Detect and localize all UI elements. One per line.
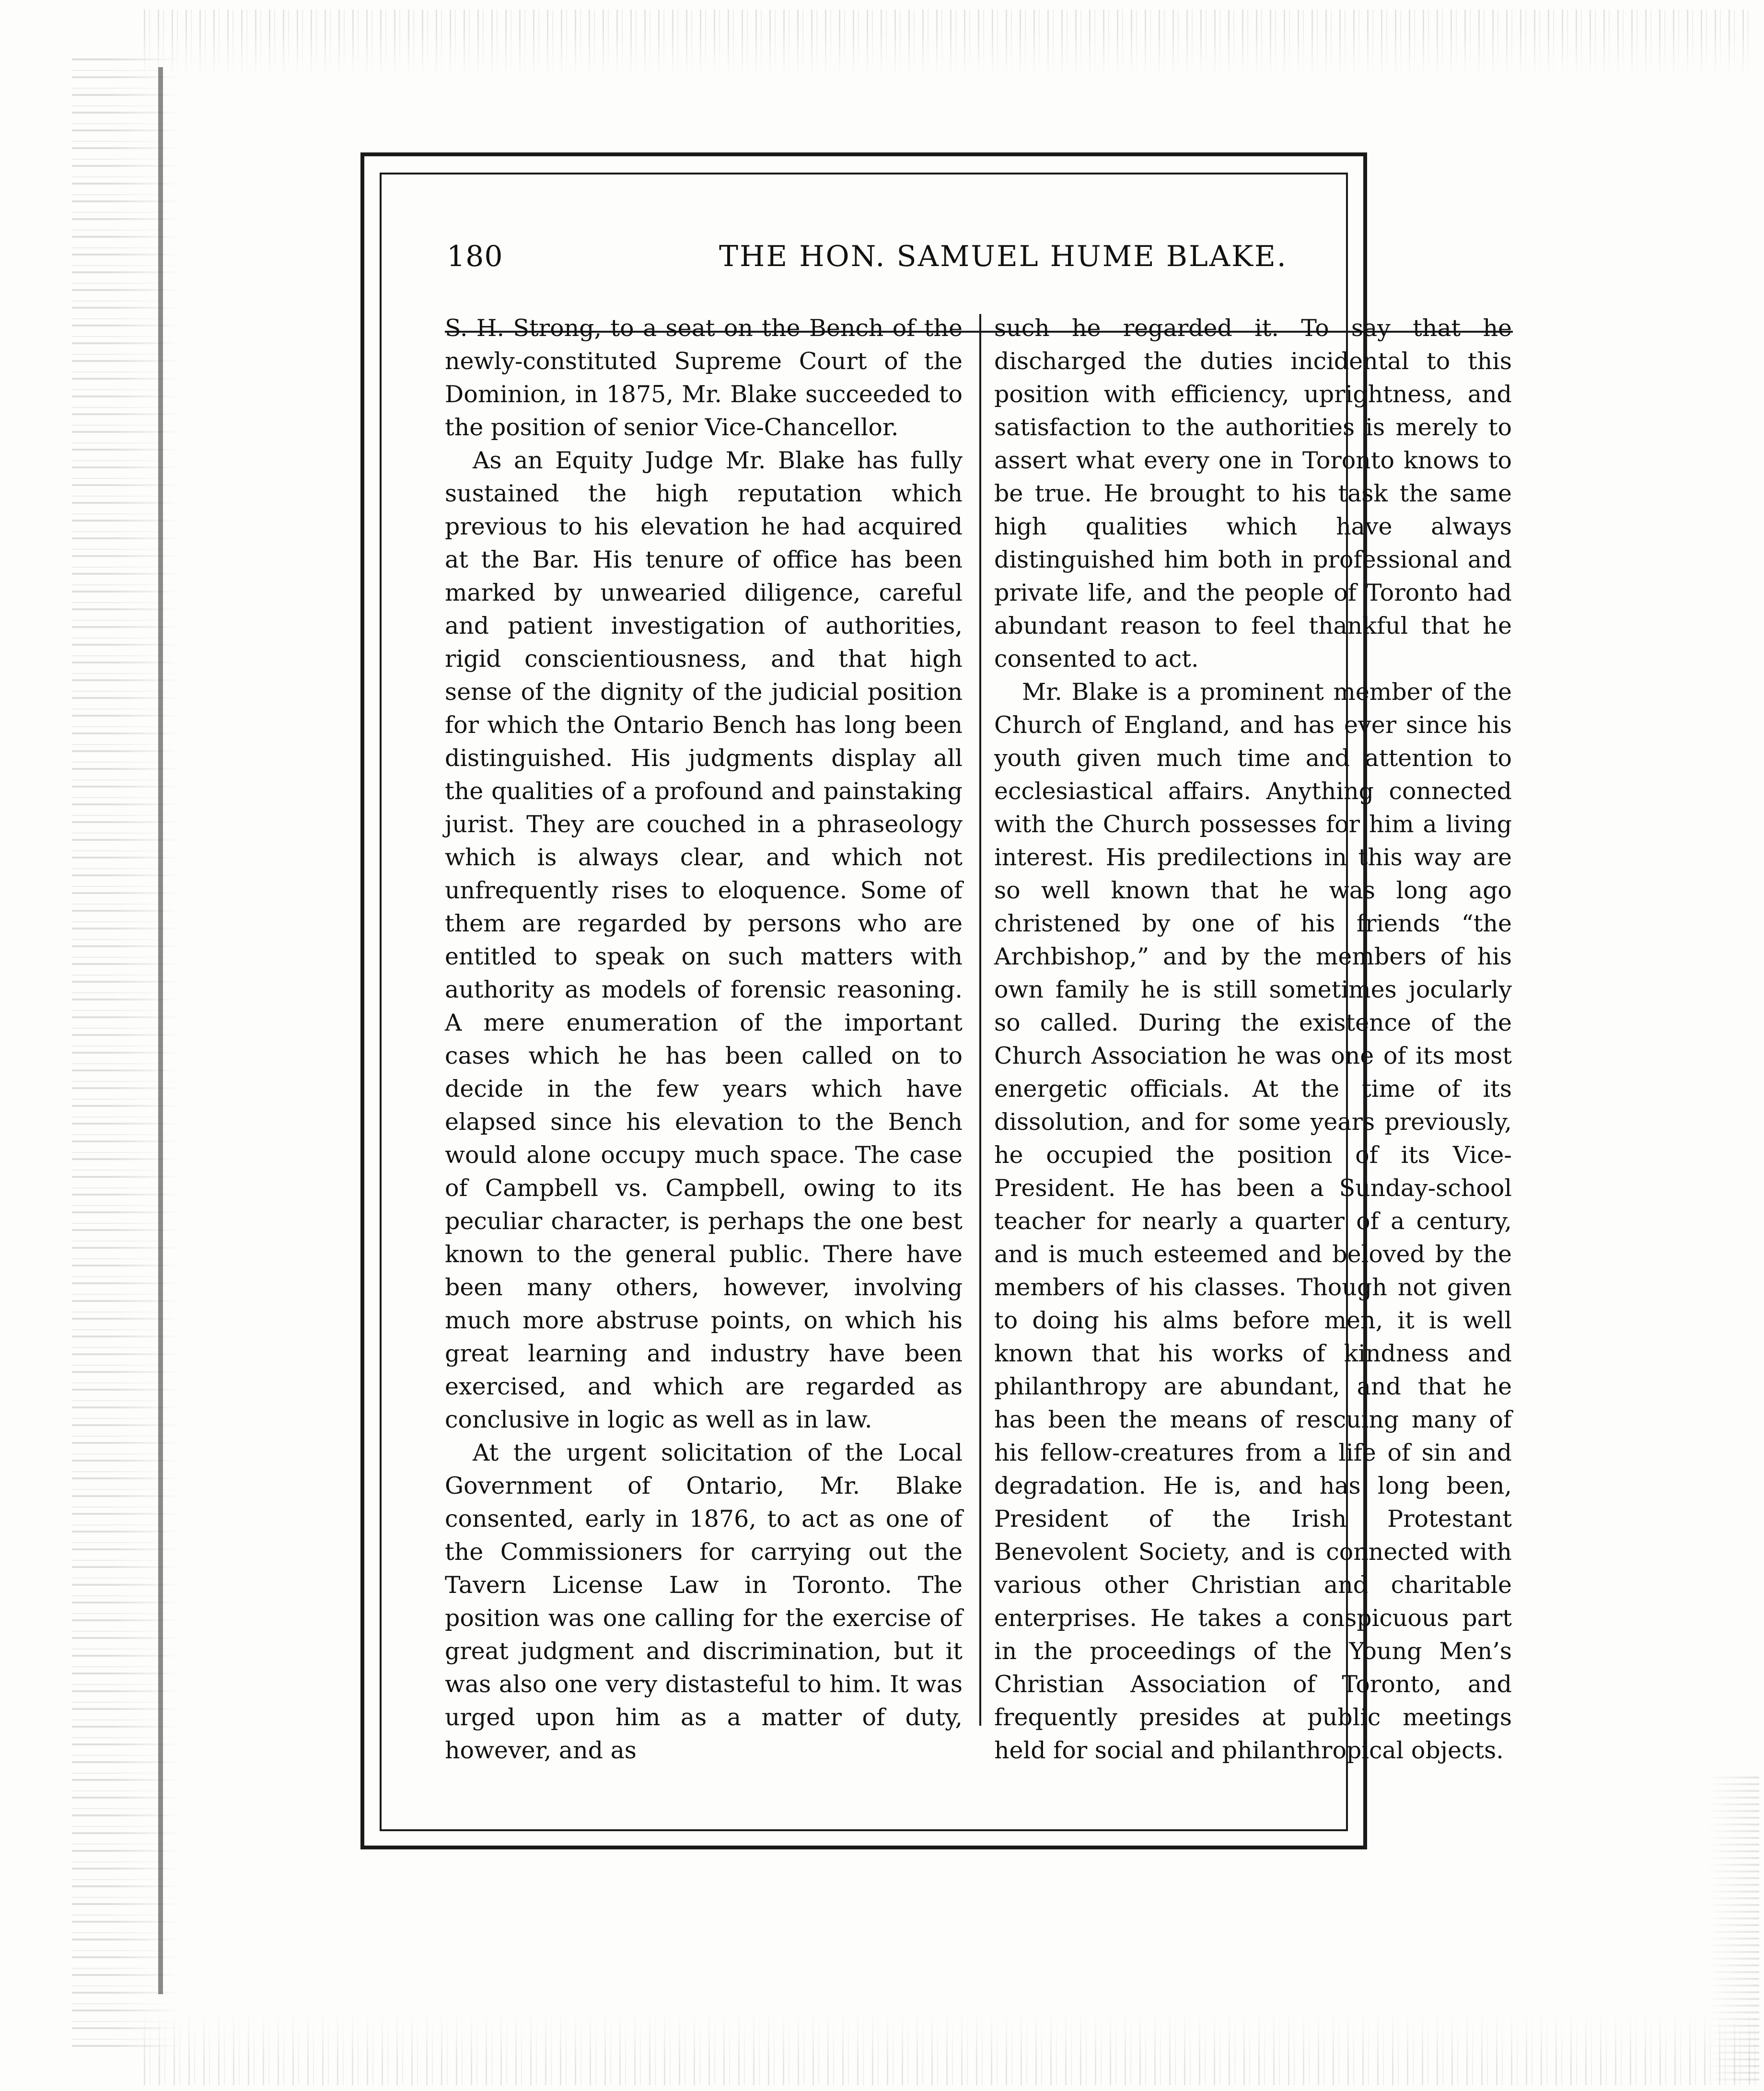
- binding-shadow: [158, 67, 163, 1994]
- left-paragraph-1: S. H. Strong, to a seat on the Bench of the newly-constituted Supreme Court of the Dominion, in 1875, Mr. Blake succeeded to the position of senior Vice-Chancellor.: [445, 314, 963, 441]
- scan-noise-bottom: [144, 2013, 1759, 2085]
- left-paragraph-2: As an Equity Judge Mr. Blake has fully sustained the high reputation which previous to his elevation he had acquired at the Bar. His tenure of office has been marked by unwearied diligence, careful and patient investigation of authorities, rigid conscientiousness, and that high sense of the dignity of the judicial position for which the Ontario Bench has long been distinguished. His judgments display all the qualities of a profound and painstaking jurist. They are couched in a phraseology which is always clear, and which not unfrequently rises to eloquence. Some of them are regarded by persons who are entitled to speak on such matters with authority as models of forensic reasoning. A mere enumeration of the important cases which he has been called on to decide in the few years which have elapsed since his elevation to the Bench would alone occupy much space. The case of Campbell vs. Campbell, owing to its peculiar character, is perhaps the one best known to the general public. There have been many others, however, involving much more abstruse points, on which his great learning and industry have been exercised, and which are regarded as conclusive in logic as well as in law.: [445, 447, 963, 1433]
- scan-noise-right: [1706, 1774, 1759, 2080]
- page-number: 180: [447, 240, 503, 273]
- column-rule: [979, 314, 981, 1726]
- running-head: THE HON. SAMUEL HUME BLAKE.: [719, 240, 1288, 273]
- right-paragraph-1: such he regarded it. To say that he discharged the duties incidental to this position with efficiency, uprightness, and satisfaction to the authorities is merely to assert what every one in Toronto knows to be true. He brought to his task the same high qualities which have always distinguished him both in professional and private life, and the people of Toronto had abundant reason to feel thankful that he consented to act.: [994, 314, 1512, 673]
- right-paragraph-2: Mr. Blake is a prominent member of the Church of England, and has ever since his youth given much time and attention to ecclesiastical affairs. Anything connected with the Church possesses for him a living interest. His predilections in this way are so well known that he was long ago christened by one of his friends “the Archbishop,” and by the members of his own family he is still sometimes jocularly so called. During the existence of the Church Association he was one of its most energetic officials. At the time of its dissolution, and for some years previously, he occupied the position of its Vice-President. He has been a Sunday-school teacher for nearly a quarter of a century, and is much esteemed and beloved by the members of his classes. Though not given to doing his alms before men, it is well known that his works of kindness and philanthropy are abundant, and that he has been the means of rescuing many of his fellow-creatures from a life of sin and degradation. He is, and has long been, President of the Irish Protestant Benevolent Society, and is connected with various other Christian and charitable enterprises. He takes a conspicuous part in the proceedings of the Young Men’s Christian Association of Toronto, and frequently presides at public meetings held for social and philanthropical objects.: [994, 678, 1512, 1764]
- left-column: [445, 312, 963, 1767]
- right-column: [994, 312, 1512, 1767]
- scan-noise-top: [144, 10, 1750, 77]
- scan-noise-left: [72, 58, 182, 2047]
- left-paragraph-3: At the urgent solicitation of the Local Government of Ontario, Mr. Blake consented, early in 1876, to act as one of the Commissioners for carrying out the Tavern License Law in Toronto. The position was one calling for the exercise of great judgment and discrimination, but it was also one very distasteful to him. It was urged upon him as a matter of duty, however, and as: [445, 1439, 963, 1764]
